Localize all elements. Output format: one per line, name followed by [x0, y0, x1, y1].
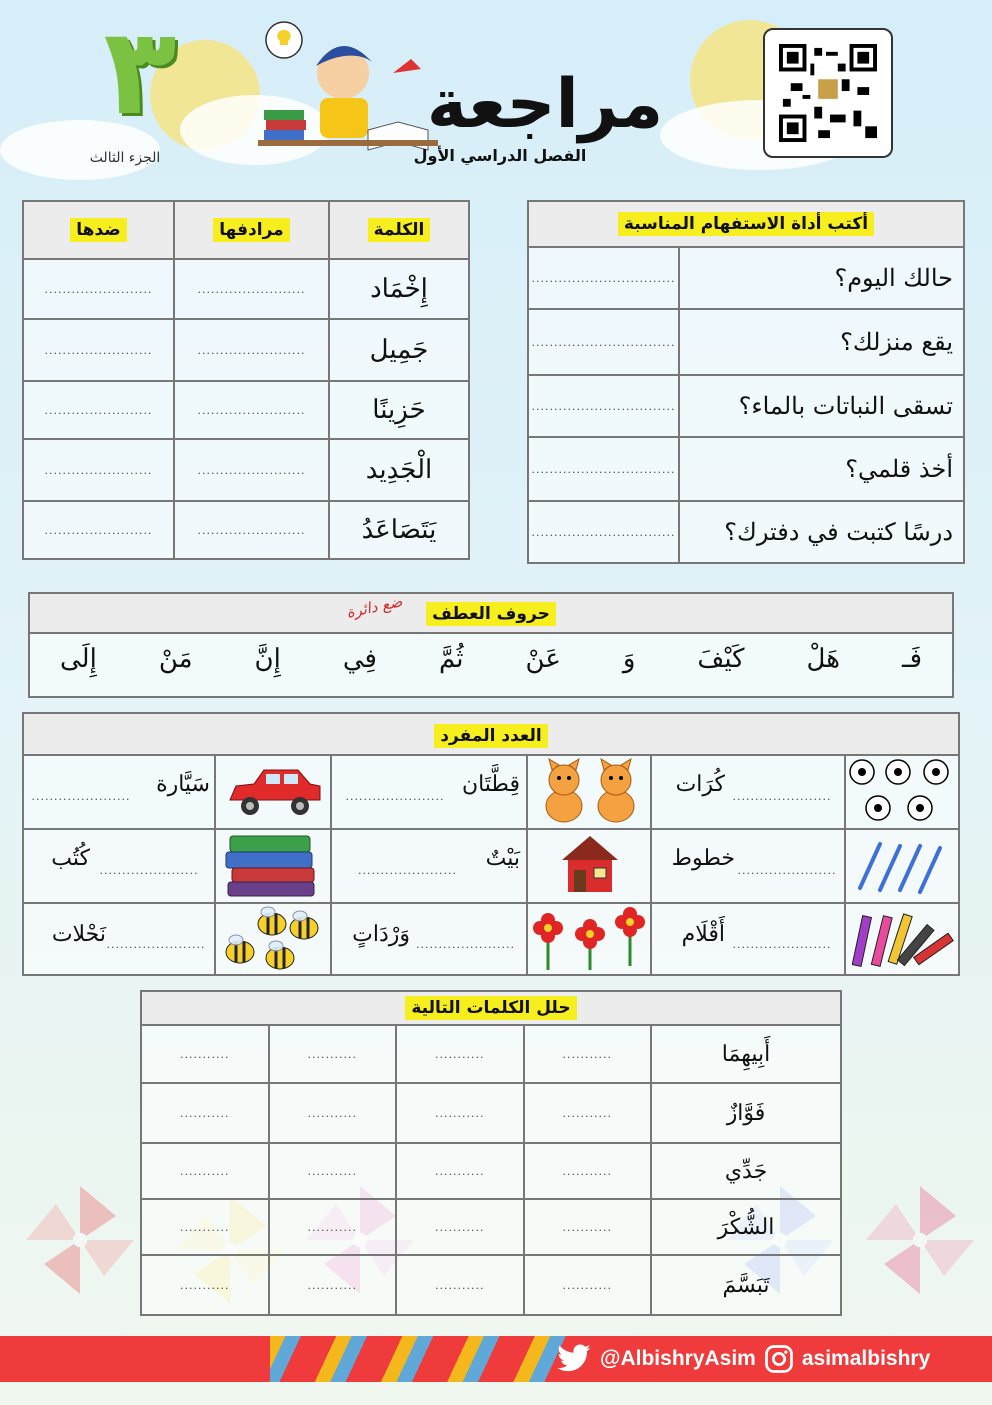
conjunction-option[interactable]: إِنَّ [254, 644, 281, 674]
vocab-word: جَمِيل [329, 319, 469, 381]
divider [526, 755, 528, 976]
table-row [141, 1255, 841, 1315]
plural-word: سَيَّارة [156, 772, 210, 797]
vocab-table [22, 200, 470, 560]
question-text: أخذ قلمي؟ [679, 437, 964, 501]
analyze-blank[interactable]: ........... [396, 1025, 524, 1083]
page-subtitle: الفصل الدراسي الأول [413, 146, 587, 165]
singular-blank[interactable]: ...................... [345, 790, 445, 803]
books-icon [224, 832, 320, 900]
table-row [528, 309, 964, 375]
analyze-blank[interactable]: ........... [524, 1083, 652, 1143]
antonym-blank[interactable]: ........................ [23, 381, 174, 439]
kittens-icon [536, 758, 644, 826]
car-icon [224, 766, 324, 820]
soccer-balls-icon [848, 758, 956, 826]
conjunction-option[interactable]: مَنْ [158, 644, 193, 674]
synonym-blank[interactable]: ........................ [174, 381, 329, 439]
conjunctions-header [30, 594, 952, 634]
vocab-word: إِخْمَاد [329, 259, 469, 319]
synonym-blank[interactable]: ........................ [174, 501, 329, 559]
conjunction-option[interactable]: فَـ [901, 644, 922, 674]
conjunction-option[interactable]: فِي [342, 644, 377, 674]
analyze-blank[interactable]: ........... [141, 1143, 269, 1199]
analyze-blank[interactable]: ........... [396, 1255, 524, 1315]
question-words-heading: أكتب أداة الاستفهام المناسبة [618, 212, 874, 236]
analyze-blank[interactable]: ........... [141, 1025, 269, 1083]
antonym-blank[interactable]: ........................ [23, 319, 174, 381]
analyze-blank[interactable]: ........... [269, 1255, 397, 1315]
singular-blank[interactable]: ...................... [99, 864, 199, 877]
analyze-blank[interactable]: ........... [396, 1143, 524, 1199]
conjunctions-list [30, 634, 952, 674]
analyze-table [140, 990, 842, 1316]
part-label: الجزء الثالث [89, 150, 161, 166]
conjunctions-heading: حروف العطف [426, 602, 556, 626]
conjunction-option[interactable]: كَيْفَ [697, 644, 745, 674]
plural-word: خطوط [671, 846, 735, 871]
plural-word: وَرْدَاتٍ [352, 922, 410, 947]
pinwheel-icon [20, 1180, 140, 1300]
table-row [23, 319, 469, 381]
analyze-blank[interactable]: ........... [269, 1083, 397, 1143]
conjunction-option[interactable]: ثُمَّ [438, 644, 464, 674]
antonym-blank[interactable]: ........................ [23, 439, 174, 501]
table-row [528, 375, 964, 437]
plural-word: كُتُب [51, 846, 90, 871]
pinwheel-icon [860, 1180, 980, 1300]
twitter-icon [556, 1344, 592, 1374]
antonym-blank[interactable]: ........................ [23, 259, 174, 319]
analyze-blank[interactable]: ........... [269, 1143, 397, 1199]
vocab-word: حَزِينًا [329, 381, 469, 439]
table-row [528, 247, 964, 309]
footer-stripes [270, 1336, 570, 1382]
bees-icon [216, 904, 328, 974]
analyze-blank[interactable]: ........... [141, 1083, 269, 1143]
table-row [141, 1025, 841, 1083]
twitter-handle[interactable]: @AlbishryAsim [600, 1347, 756, 1370]
analyze-blank[interactable]: ........... [524, 1025, 652, 1083]
plural-word: نَحْلات [51, 922, 106, 947]
conjunction-option[interactable]: هَلْ [806, 644, 840, 674]
vocab-header-antonym: ضدها [70, 218, 126, 242]
answer-blank[interactable]: ................................ [528, 309, 679, 375]
question-text: حالك اليوم؟ [679, 247, 964, 309]
conjunction-option[interactable]: إِلَى [60, 644, 97, 674]
plural-word: قِطَّتَان [461, 772, 520, 797]
answer-blank[interactable]: ................................ [528, 247, 679, 309]
synonym-blank[interactable]: ........................ [174, 319, 329, 381]
singular-blank[interactable]: ...................... [106, 938, 206, 951]
plural-word: أَقْلَام [681, 922, 725, 947]
answer-blank[interactable]: ................................ [528, 437, 679, 501]
analyze-word: الشُّكْرَ [651, 1199, 841, 1255]
singular-blank[interactable]: ...................... [416, 938, 515, 951]
conjunction-option[interactable]: عَنْ [525, 644, 561, 674]
analyze-blank[interactable]: ........... [524, 1255, 652, 1315]
vocab-header-word: الكلمة [368, 218, 431, 242]
analyze-blank[interactable]: ........... [524, 1199, 652, 1255]
answer-blank[interactable]: ................................ [528, 375, 679, 437]
crayons-icon [852, 908, 956, 972]
singular-blank[interactable]: ...................... [737, 864, 837, 877]
question-text: تسقى النباتات بالماء؟ [679, 375, 964, 437]
divider [22, 828, 960, 830]
singular-blank[interactable]: ...................... [732, 790, 832, 803]
vocab-header-synonym: مرادفها [213, 218, 289, 242]
conjunction-option[interactable]: وَ [622, 644, 636, 674]
analyze-blank[interactable]: ........... [269, 1199, 397, 1255]
table-row [141, 1083, 841, 1143]
table-row [23, 501, 469, 559]
singular-heading: العدد المفرد [434, 724, 547, 748]
analyze-blank[interactable]: ........... [396, 1083, 524, 1143]
table-row [141, 1199, 841, 1255]
lines-icon [856, 836, 954, 896]
table-row [23, 259, 469, 319]
analyze-blank[interactable]: ........... [269, 1025, 397, 1083]
analyze-blank[interactable]: ........... [396, 1199, 524, 1255]
instagram-icon [764, 1344, 794, 1374]
analyze-word: أَبِيهِمَا [651, 1025, 841, 1083]
question-words-table [527, 200, 965, 564]
antonym-blank[interactable]: ........................ [23, 501, 174, 559]
plural-word: كُرَات [675, 772, 725, 797]
synonym-blank[interactable]: ........................ [174, 259, 329, 319]
qr-code[interactable] [763, 28, 893, 158]
synonym-blank[interactable]: ........................ [174, 439, 329, 501]
singular-header [24, 714, 958, 756]
table-row [528, 501, 964, 563]
question-text: يقع منزلك؟ [679, 309, 964, 375]
divider [650, 755, 652, 976]
analyze-blank[interactable]: ........... [524, 1143, 652, 1199]
singular-section [22, 712, 960, 976]
table-row [23, 381, 469, 439]
singular-blank[interactable]: ...................... [31, 790, 131, 803]
analyze-blank[interactable]: ........... [141, 1255, 269, 1315]
singular-blank[interactable]: ...................... [732, 938, 832, 951]
table-row [141, 1143, 841, 1199]
answer-blank[interactable]: ................................ [528, 501, 679, 563]
analyze-word: تَبَسَّمَ [651, 1255, 841, 1315]
question-text: درسًا كتبت في دفترك؟ [679, 501, 964, 563]
instagram-handle[interactable]: asimalbishry [801, 1347, 931, 1370]
circle-note: ضع دائرة [344, 592, 404, 622]
analyze-blank[interactable]: ........... [141, 1199, 269, 1255]
footer-social [556, 1342, 956, 1376]
vocab-word: الْجَدِيد [329, 439, 469, 501]
analyze-word: جَدِّي [651, 1143, 841, 1199]
plural-word: بَيْتٌ [485, 846, 520, 871]
part-number: ٣ [103, 3, 177, 142]
flowers-icon [530, 906, 648, 972]
singular-blank[interactable]: ...................... [358, 864, 457, 877]
conjunctions-box [28, 592, 954, 698]
qr-code-icon [779, 44, 877, 142]
divider [844, 755, 846, 976]
house-icon [558, 832, 622, 896]
table-row [23, 439, 469, 501]
analyze-heading: حلل الكلمات التالية [405, 996, 576, 1020]
divider [22, 902, 960, 904]
vocab-word: يَتَصَاعَدُ [329, 501, 469, 559]
table-row [528, 437, 964, 501]
page-title: مراجعة [426, 65, 664, 144]
analyze-word: فَوَّازٌ [651, 1083, 841, 1143]
